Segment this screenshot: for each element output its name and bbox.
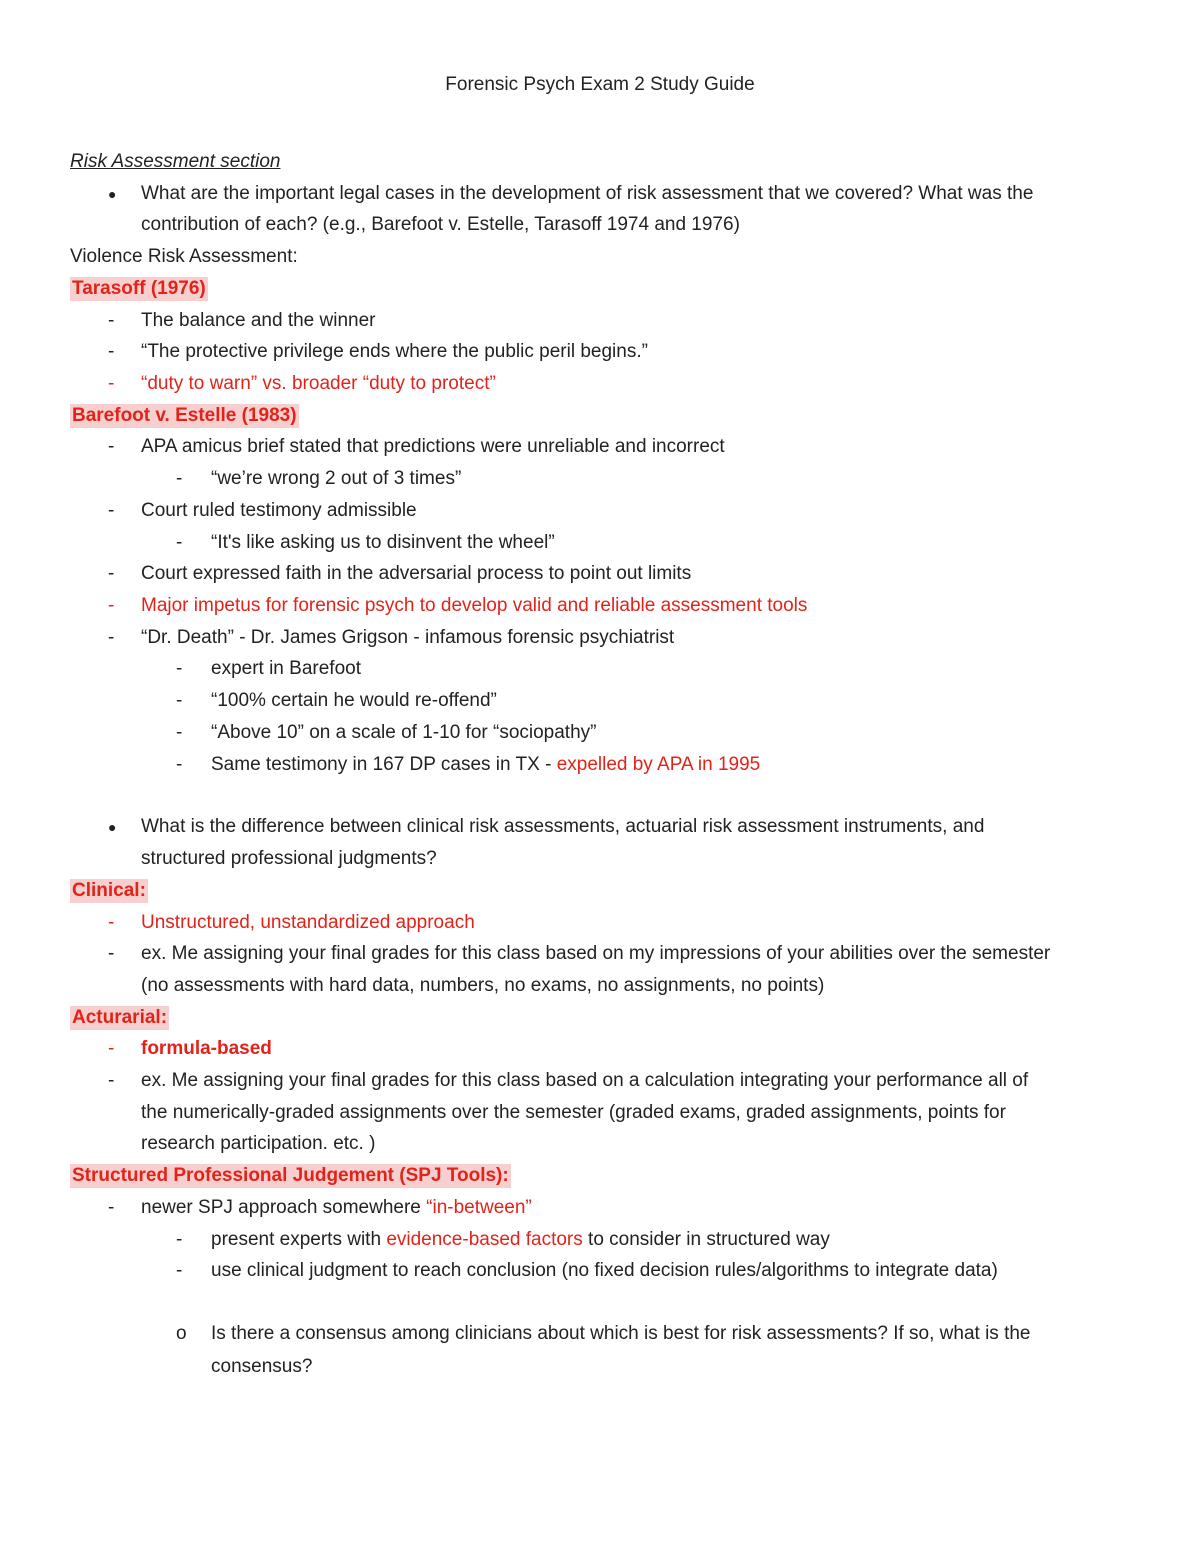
barefoot-item: Court expressed faith in the adversarial process to point out limits	[141, 563, 692, 584]
clinical-item: ex. Me assigning your final grades for this class based on my impressions of your abilities over the semester	[141, 943, 1051, 964]
dash-marker: -	[108, 912, 115, 933]
violence-heading: Violence Risk Assessment:	[70, 246, 298, 267]
actuarial-heading: Acturarial:	[72, 1007, 168, 1028]
spj-heading: Structured Professional Judgement (SPJ Tools):	[72, 1165, 509, 1186]
spj-newer-text: newer SPJ approach somewhere	[141, 1197, 427, 1218]
barefoot-subitem: “Above 10” on a scale of 1-10 for “sociopathy”	[211, 722, 597, 743]
question-3-line-2: consensus?	[211, 1356, 313, 1377]
clinical-item: Unstructured, unstandardized approach	[141, 912, 475, 933]
dash-marker: -	[176, 532, 183, 553]
barefoot-subitem: expert in Barefoot	[211, 658, 361, 679]
question-2-line-2: structured professional judgments?	[141, 848, 437, 869]
dash-marker: -	[108, 436, 115, 457]
barefoot-subitem: “100% certain he would re-offend”	[211, 690, 497, 711]
question-1-line-1: What are the important legal cases in the development of risk assessment that we covered? What was the	[141, 183, 1034, 204]
dash-marker: -	[108, 563, 115, 584]
dash-marker: -	[108, 1197, 115, 1218]
dash-marker: -	[108, 595, 115, 616]
dash-marker: -	[108, 1070, 115, 1091]
question-1-line-2: contribution of each? (e.g., Barefoot v. Estelle, Tarasoff 1974 and 1976)	[141, 214, 740, 235]
page-title: Forensic Psych Exam 2 Study Guide	[445, 74, 755, 95]
barefoot-item: Major impetus for forensic psych to develop valid and reliable assessment tools	[141, 595, 808, 616]
bullet-icon: ●	[108, 186, 117, 202]
clinical-item: (no assessments with hard data, numbers, no exams, no assignments, no points)	[141, 975, 825, 996]
bullet-icon: ●	[108, 819, 117, 835]
dash-marker: -	[108, 500, 115, 521]
dash-marker: -	[176, 658, 183, 679]
spj-item	[141, 1196, 532, 1220]
tarasoff-heading: Tarasoff (1976)	[72, 278, 206, 299]
spj-subitem: use clinical judgment to reach conclusion (no fixed decision rules/algorithms to integrate data)	[211, 1260, 998, 1281]
barefoot-subitem: “we’re wrong 2 out of 3 times”	[211, 468, 462, 489]
question-2-line-1: What is the difference between clinical risk assessments, actuarial risk assessment instruments, and	[141, 816, 985, 837]
dash-marker: -	[176, 468, 183, 489]
actuarial-item: research participation. etc. )	[141, 1133, 376, 1154]
clinical-heading: Clinical:	[72, 880, 146, 901]
expelled-text: expelled by APA in 1995	[556, 754, 761, 775]
dash-marker: -	[108, 943, 115, 964]
tarasoff-item: “duty to warn” vs. broader “duty to protect”	[141, 373, 496, 394]
section-heading: Risk Assessment section	[70, 151, 281, 172]
tarasoff-item: The balance and the winner	[141, 310, 376, 331]
actuarial-item: formula-based	[141, 1038, 272, 1059]
barefoot-item: “Dr. Death” - Dr. James Grigson - infamous forensic psychiatrist	[141, 627, 675, 648]
evidence-based-text: evidence-based factors	[386, 1229, 583, 1250]
present-text: present experts with	[211, 1229, 387, 1250]
dash-marker: -	[176, 1260, 183, 1281]
barefoot-subitem: “It's like asking us to disinvent the wheel”	[211, 532, 555, 553]
actuarial-item: the numerically-graded assignments over the semester (graded exams, graded assignments, points for	[141, 1102, 1006, 1123]
dash-marker: -	[176, 1229, 183, 1250]
dash-marker: -	[108, 627, 115, 648]
dash-marker: -	[108, 341, 115, 362]
dash-marker: -	[176, 754, 183, 775]
dash-marker: -	[108, 373, 115, 394]
tarasoff-item: “The protective privilege ends where the public peril begins.”	[141, 341, 648, 362]
dash-marker: -	[108, 310, 115, 331]
spj-subitem	[211, 1228, 830, 1252]
actuarial-item: ex. Me assigning your final grades for this class based on a calculation integrating your performance all of	[141, 1070, 1029, 1091]
circle-bullet-icon: o	[176, 1323, 187, 1344]
dash-marker: -	[176, 690, 183, 711]
barefoot-subitem	[211, 753, 760, 777]
in-between-text: “in-between”	[426, 1197, 532, 1218]
barefoot-item: Court ruled testimony admissible	[141, 500, 417, 521]
structured-way-text: to consider in structured way	[582, 1229, 830, 1250]
barefoot-item: APA amicus brief stated that predictions were unreliable and incorrect	[141, 436, 725, 457]
testimony-text: Same testimony in 167 DP cases in TX -	[211, 754, 557, 775]
dash-marker: -	[108, 1038, 115, 1059]
barefoot-heading: Barefoot v. Estelle (1983)	[72, 405, 297, 426]
dash-marker: -	[176, 722, 183, 743]
question-3-line-1: Is there a consensus among clinicians about which is best for risk assessments? If so, what is the	[211, 1323, 1031, 1344]
